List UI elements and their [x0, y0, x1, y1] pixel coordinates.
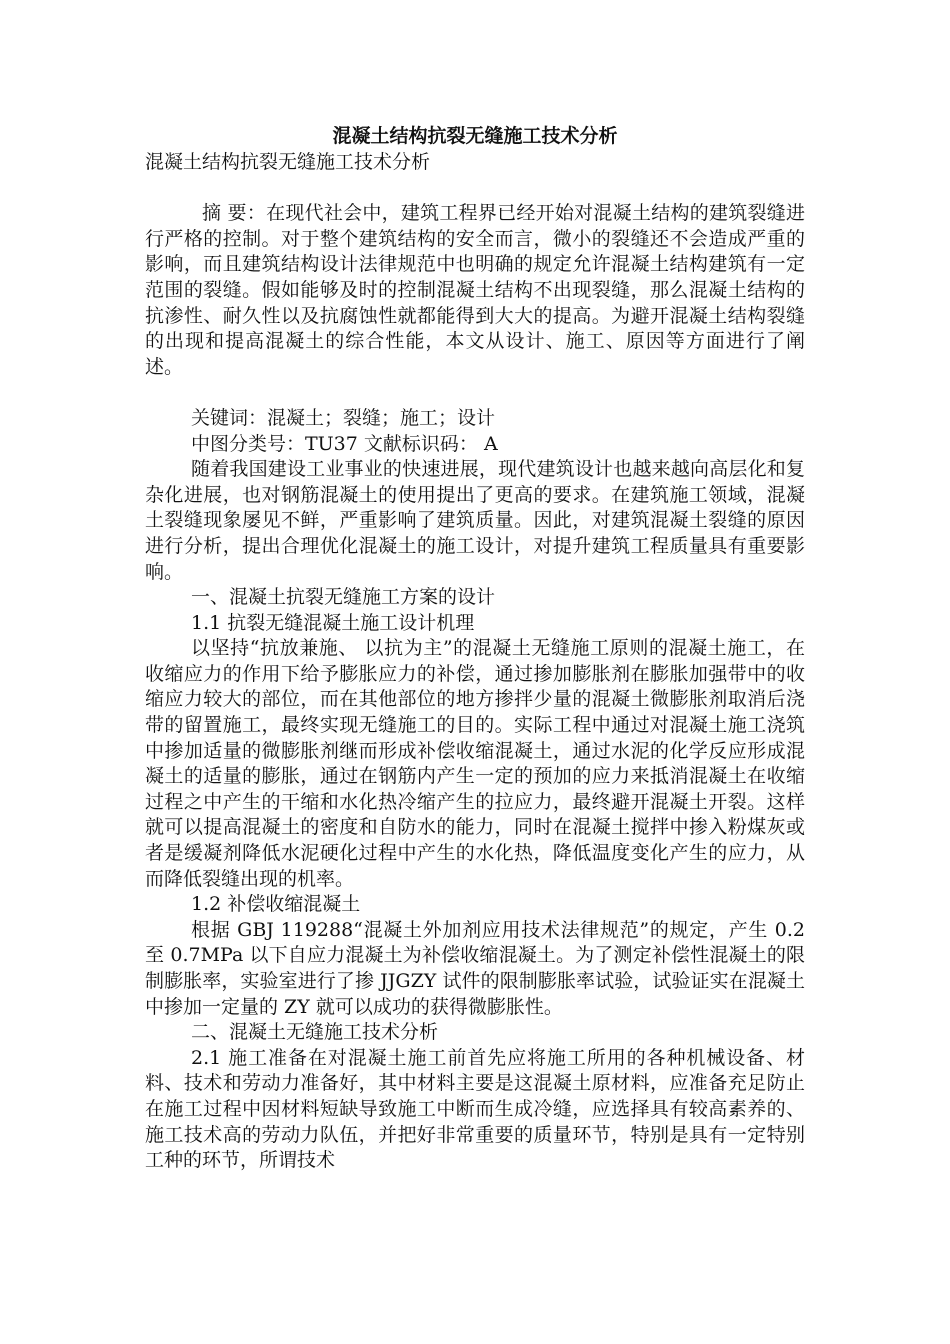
abstract-paragraph: 摘 要：在现代社会中，建筑工程界已经开始对混凝土结构的建筑裂缝进行严格的控制。对于整个建筑结构的安全而言，微小的裂缝还不会造成严重的影响，而且建筑结构设计法律规范中也明确的规定允许混凝土结构建筑有一定范围的裂缝。假如能够及时的控制混凝土结构不出现裂缝，那么混凝土结构的抗渗性、耐久性以及抗腐蚀性就都能得到大大的提高。为避开混凝土结构裂缝的出现和提高混凝土的综合性能，本文从设计、施工、原因等方面进行了阐述。	[145, 202, 805, 378]
spacer	[145, 380, 805, 406]
classification-line: 中图分类号：TU37 文献标识码： A	[191, 432, 498, 455]
section-1-1-heading: 1.1 抗裂无缝混凝土施工设计机理	[191, 611, 475, 634]
keywords-line: 关键词：混凝土；裂缝；施工；设计	[191, 406, 496, 429]
section-1-2-heading: 1.2 补偿收缩混凝土	[191, 893, 361, 916]
document-title: 混凝土结构抗裂无缝施工技术分析	[332, 125, 618, 147]
section-2-1-body: 2.1 施工准备在对混凝土施工前首先应将施工所用的各种机械设备、材料、技术和劳动力准备好，其中材料主要是这混凝土原材料，应准备充足防止在施工过程中因材料短缺导致施工中断而生成冷缝，应选择具有较高素养的、施工技术高的劳动力队伍，并把好非常重要的质量环节，特别是具有一定特别工种的环节，所谓技术	[145, 1046, 805, 1172]
document-page	[145, 122, 805, 1174]
document-subtitle: 混凝土结构抗裂无缝施工技术分析	[145, 151, 431, 173]
section-1-1-body: 以坚持“抗放兼施、 以抗为主”的混凝土无缝施工原则的混凝土施工，在收缩应力的作用下给予膨胀应力的补偿，通过掺加膨胀剂在膨胀加强带中的收缩应力较大的部位，而在其他部位的地方掺拌少量的混凝土微膨胀剂取消后浇带的留置施工，最终实现无缝施工的目的。实际工程中通过对混凝土施工浇筑中掺加适量的微膨胀剂继而形成补偿收缩混凝土，通过水泥的化学反应形成混凝土的适量的膨胀，通过在钢筋内产生一定的预加的应力来抵消混凝土在收缩过程之中产生的干缩和水化热冷缩产生的拉应力，最终避开混凝土开裂。这样就可以提高混凝土的密度和自防水的能力，同时在混凝土搅拌中掺入粉煤灰或者是缓凝剂降低水泥硬化过程中产生的水化热，降低温度变化产生的应力，从而降低裂缝出现的机率。	[145, 637, 805, 890]
section-1-heading: 一、混凝土抗裂无缝施工方案的设计	[191, 586, 496, 609]
section-2-heading: 二、混凝土无缝施工技术分析	[191, 1021, 439, 1044]
spacer	[145, 176, 805, 202]
section-1-2-body: 根据 GBJ 119288“混凝土外加剂应用技术法律规范”的规定，产生 0.2 至 0.7MPa 以下自应力混凝土为补偿收缩混凝土。为了测定补偿性混凝土的限制膨胀率，实验室进行了掺 JJGZY 试件的限制膨胀率试验，试验证实在混凝土中掺加一定量的 ZY 就可以成功的获得微膨胀性。	[145, 918, 805, 1018]
intro-paragraph: 随着我国建设工业事业的快速进展，现代建筑设计也越来越向高层化和复杂化进展，也对钢筋混凝土的使用提出了更高的要求。在建筑施工领域，混凝土裂缝现象屡见不鲜，严重影响了建筑质量。因此，对建筑混凝土裂缝的原因进行分析，提出合理优化混凝土的施工设计，对提升建筑工程质量具有重要影响。	[145, 458, 805, 583]
